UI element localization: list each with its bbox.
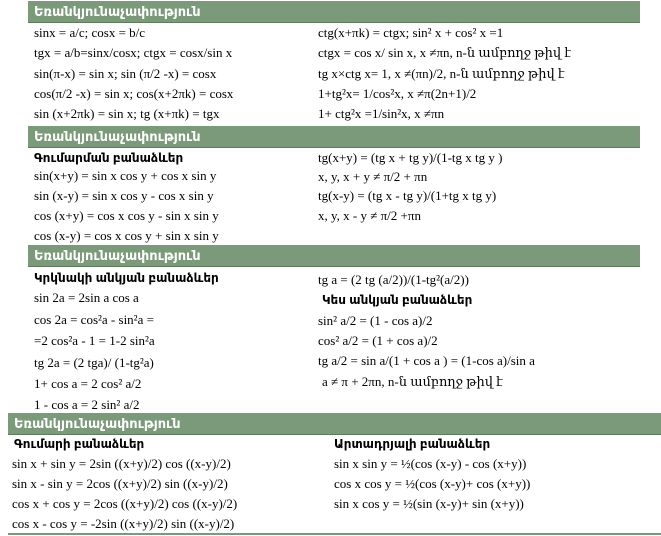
formula: cos x - cos y = -2sin ((x+y)/2) sin ((x-y)/2): [12, 516, 235, 531]
formula: sin(x+y) = sin x cos y + cos x sin y: [34, 168, 217, 183]
section-1-header: Եռանկյունաչափություն: [28, 1, 640, 23]
formula: cos x + cos y = 2cos ((x+y)/2) cos ((x-y)/2): [12, 496, 238, 511]
formula: 1+ cos a = 2 cos² a/2: [34, 376, 142, 391]
formula: sin(π-x) = sin x; sin (π/2 -x) = cosx: [34, 66, 217, 81]
formula: tg x×ctg x= 1, x ≠(πn)/2, n-ն ամբողջ թիվ է: [318, 66, 565, 81]
formula: sin² a/2 = (1 - cos a)/2: [318, 313, 433, 328]
formula: tg a/2 = sin a/(1 + cos a ) = (1-cos a)/sin a: [318, 353, 535, 368]
formula: sin (x+2πk) = sin x; tg (x+πk) = tgx: [34, 106, 220, 121]
bottom-rule: [8, 533, 661, 535]
section-2-header: Եռանկյունաչափություն: [28, 126, 640, 148]
formula: x, y, x - y ≠ π/2 +πn: [318, 208, 421, 223]
formula: cos 2a = cos²a - sin²a =: [34, 312, 154, 327]
section-4-header: Եռանկյունաչափություն: [8, 413, 661, 435]
formula: tg(x-y) = (tg x - tg y)/(1+tg x tg y): [318, 188, 497, 203]
section-title: Գումարի բանաձևեր: [14, 437, 145, 451]
formula: 1+tg²x= 1/cos²x, x ≠π(2n+1)/2: [318, 86, 477, 101]
formula: cos(π/2 -x) = sin x; cos(x+2πk) = cosx: [34, 86, 234, 101]
section-3-header: Եռանկյունաչափություն: [28, 245, 640, 267]
formula: tg(x+y) = (tg x + tg y)/(1-tg x tg y ): [318, 150, 503, 165]
section-title: Կես անկյան բանաձևեր: [322, 293, 473, 307]
formula: =2 cos²a - 1 = 1-2 sin²a: [34, 333, 155, 348]
formula: x, y, x + y ≠ π/2 + πn: [318, 169, 428, 184]
formula: sin 2a = 2sin a cos a: [34, 290, 139, 305]
formula: sin x - sin y = 2cos ((x+y)/2) sin ((x-y)/2): [12, 476, 228, 491]
formula: sin x sin y = ½(cos (x-y) - cos (x+y)): [334, 456, 527, 471]
formula: sin (x-y) = sin x cos y - cos x sin y: [34, 188, 214, 203]
formula: sin x + sin y = 2sin ((x+y)/2) cos ((x-y)/2): [12, 456, 231, 471]
formula: ctg(x+πk) = ctgx; sin² x + cos² x =1: [318, 25, 504, 40]
formula: cos² a/2 = (1 + cos a)/2: [318, 333, 438, 348]
formula: ctgx = cos x/ sin x, x ≠πn, n-ն ամբողջ թիվ է: [318, 45, 571, 60]
section-title: Կրկնակի անկյան բանաձևեր: [34, 271, 219, 285]
formula: 1+ ctg²x =1/sin²x, x ≠πn: [318, 106, 445, 121]
formula: tg a = (2 tg (a/2))/(1-tg²(a/2)): [318, 272, 469, 287]
formula: cos (x-y) = cos x cos y + sin x sin y: [34, 228, 219, 243]
formula: sinx = a/c; cosx = b/c: [34, 25, 146, 40]
formula: cos (x+y) = cos x cos y - sin x sin y: [34, 208, 219, 223]
formula: tg 2a = (2 tga)/ (1-tg²a): [34, 355, 154, 370]
formula: sin x cos y = ½(sin (x-y)+ sin (x+y)): [334, 496, 524, 511]
section-title: Արտադրյալի բանաձևեր: [334, 437, 491, 451]
formula: cos x cos y = ½(cos (x-y)+ cos (x+y)): [334, 476, 531, 491]
formula: 1 - cos a = 2 sin² a/2: [34, 397, 140, 412]
section-title: Գումարման բանաձևեր: [34, 151, 184, 165]
formula: tgx = a/b=sinx/cosx; ctgx = cosx/sin x: [34, 45, 233, 60]
formula-note: a ≠ π + 2πn, n-ն ամբողջ թիվ է: [322, 374, 503, 389]
